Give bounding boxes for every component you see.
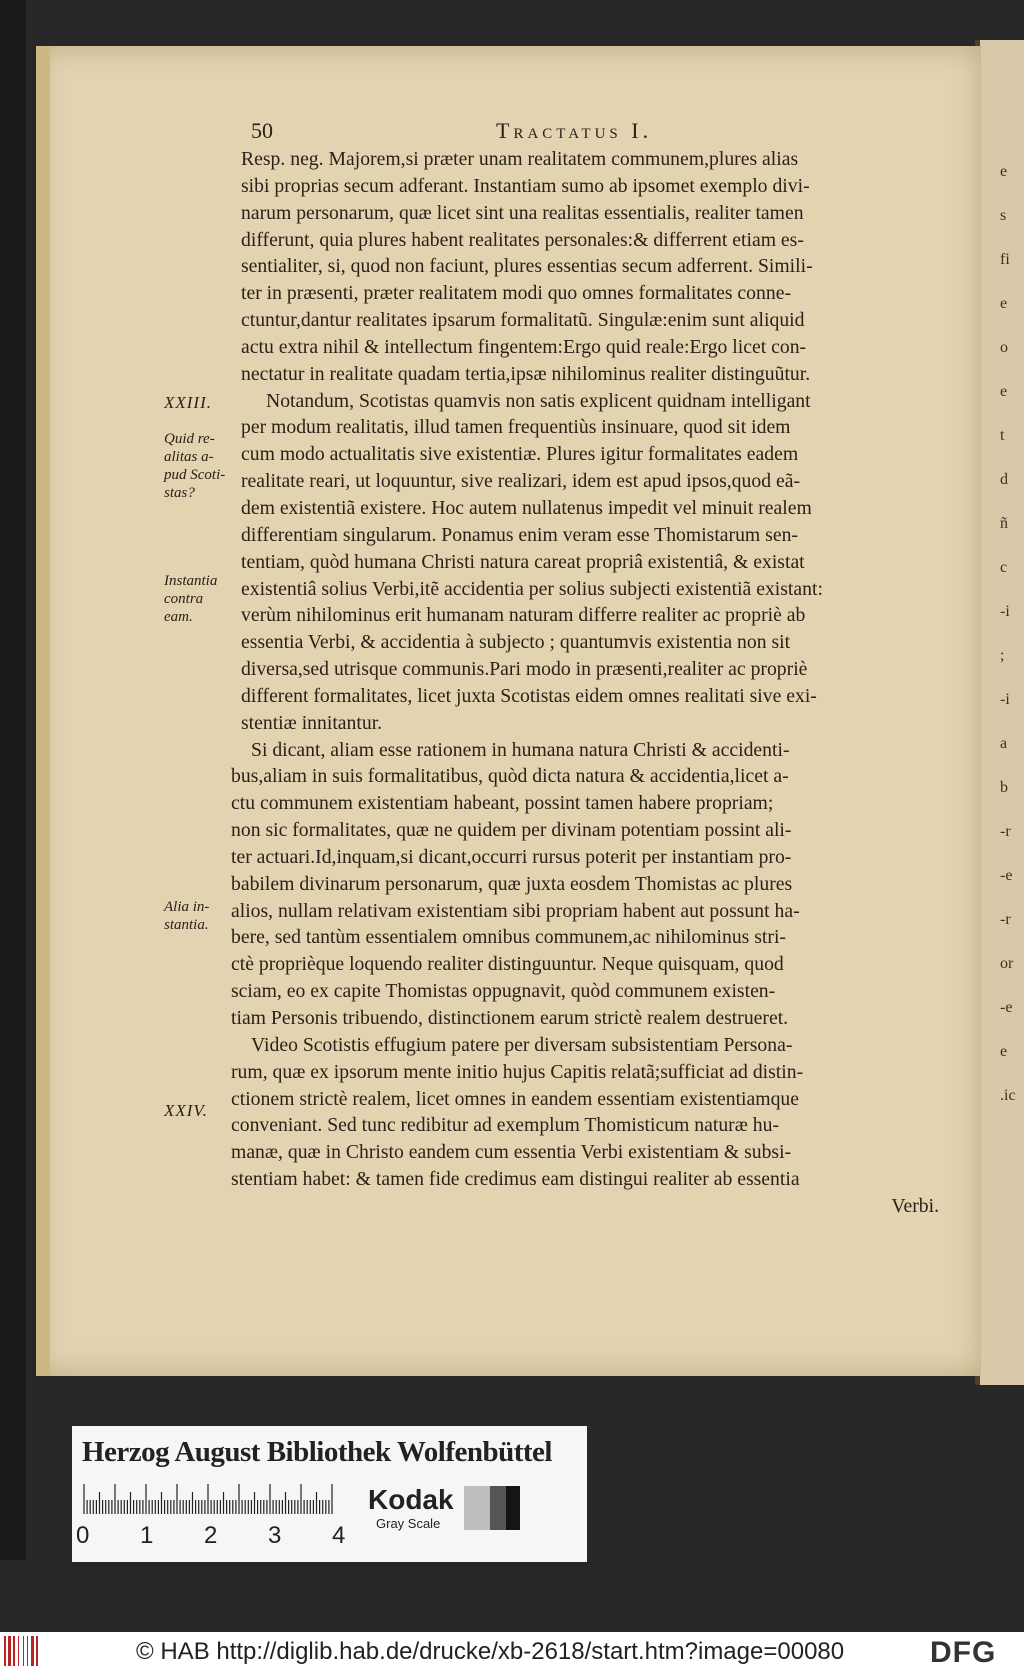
text-line: Resp. neg. Majorem,si præter unam realitatem communem,plures alias (241, 148, 799, 170)
text-line: stentiam habet: & tamen fide credimus eam distingui realiter ab essentia (231, 1168, 800, 1191)
text-line: stentiæ innitantur. (241, 711, 383, 734)
text-line: ctè proprièque loquendo realiter distinguuntur. Neque quisquam, quod (231, 953, 784, 976)
page-edge-shading (36, 46, 50, 1376)
gray-swatch-light (464, 1486, 490, 1530)
running-title: Tractatus I. (496, 118, 653, 143)
text-line: per modum realitatis, illud tamen frequentiùs insinuare, quod sit idem (241, 416, 791, 439)
dfg-logo: DFG (930, 1636, 997, 1669)
left-binding-edge (0, 0, 26, 1560)
library-name: Herzog August Bibliothek Wolfenbüttel (82, 1436, 552, 1468)
margin-note-line: stantia. (164, 917, 209, 933)
facing-page-glyph: -e (1000, 999, 1013, 1016)
barcode-bar (31, 1636, 34, 1666)
text-line: bus,aliam in suis formalitatibus, quòd dicta natura & accidentia,licet a- (231, 765, 789, 788)
footer-url-text[interactable]: © HAB http://diglib.hab.de/drucke/xb-2618/start.htm?image=00080 (136, 1638, 845, 1665)
page-number: 50 (251, 118, 273, 143)
facing-page-glyph: ; (1000, 647, 1005, 664)
text-line: cum modo actualitatis sive existentiæ. Plures igitur formalitates eadem (241, 443, 799, 466)
text-line: alios, nullam relativam existentiam sibi propriam habent aut possunt ha- (231, 899, 800, 922)
ruler-number: 4 (332, 1522, 346, 1549)
text-line: ctionem strictè realem, licet omnes in eandem essentiam existentiamque (231, 1087, 800, 1110)
facing-page-glyph: s (1000, 207, 1007, 224)
footer-bar (0, 1632, 1024, 1671)
measurement-ruler (82, 1484, 342, 1514)
gray-swatch-mid (490, 1486, 506, 1530)
text-line: Video Scotistis effugium patere per diversam subsistentiam Persona- (251, 1033, 793, 1056)
margin-note-line: stas? (164, 485, 195, 501)
margin-note-line: Alia in- (164, 899, 210, 915)
text-line: sentialiter, si, quod non faciunt, plures essentias secum adferrent. Simili- (241, 255, 813, 278)
facing-page-glyph: ñ (1000, 515, 1008, 532)
text-line: babilem divinarum personarum, quæ juxta eosdem Thomistas ac plures (231, 872, 793, 895)
text-line: bere, sed tantùm essentialem omnibus communem,ac nihilominus stri- (231, 926, 786, 949)
margin-note-line: pud Scoti- (164, 467, 226, 483)
barcode-bar (27, 1636, 28, 1666)
barcode-bar (4, 1636, 6, 1666)
text-line: conveniant. Sed tunc redibitur ad exemplum Thomisticum naturæ hu- (231, 1114, 780, 1137)
text-line: ter in præsenti, præter realitatem modi quo omnes formalitates conne- (241, 282, 792, 305)
facing-page-glyph: fi (1000, 251, 1010, 268)
text-line: differentiam singularum. Ponamus enim veram esse Thomistarum sen- (241, 523, 798, 546)
facing-page-glyphs (1000, 150, 1024, 1118)
barcode-bar (18, 1636, 19, 1666)
text-line: verùm nihilominus erit humanam naturam differre realiter ac propriè ab (241, 604, 806, 627)
barcode-bar (36, 1636, 38, 1666)
ruler-number: 2 (204, 1522, 218, 1549)
margin-note-line: Quid re- (164, 431, 215, 447)
margin-note-line: Instantia (164, 573, 218, 589)
text-line: actu extra nihil & intellectum fingentem:Ergo quid reale:Ergo licet con- (241, 335, 807, 358)
text-line: dem existentiã existere. Hoc autem nullatenus impedit vel minuit realem (241, 496, 812, 519)
facing-page-glyph: -i (1000, 691, 1010, 708)
facing-page-glyph: a (1000, 735, 1008, 752)
margin-note-instantia (164, 572, 244, 626)
text-line: tentiam, quòd humana Christi natura careat propriâ existentiâ, & existat (241, 550, 805, 573)
facing-page-glyph: t (1000, 427, 1005, 444)
barcode-bar (8, 1636, 11, 1666)
facing-page-glyph: c (1000, 559, 1008, 576)
facing-page-glyph: .ic (1000, 1087, 1016, 1104)
margin-section-number: XXIV. (164, 1101, 208, 1120)
grayscale-label: Gray Scale (376, 1516, 441, 1531)
barcode-bar (23, 1636, 24, 1666)
facing-page-glyph: e (1000, 1043, 1008, 1060)
text-line: essentia Verbi, & accidentia à subjecto ; quantumvis existentia non sit (241, 631, 791, 654)
barcode-icon (4, 1636, 46, 1666)
text-line: manæ, quæ in Christo eandem cum essentia Verbi existentiam & subsi- (231, 1141, 792, 1164)
gray-swatch-dark (506, 1486, 520, 1530)
facing-page-glyph: d (1000, 471, 1008, 488)
text-line: differunt, quia plures habent realitates personales:& differrent etiam es- (241, 228, 804, 251)
kodak-logo: Kodak (368, 1484, 454, 1515)
text-line: different formalitates, licet juxta Scotistas eidem omnes realitati sive exi- (241, 684, 817, 707)
ruler-numbers (76, 1522, 396, 1550)
facing-page-glyph: o (1000, 339, 1008, 356)
margin-note-line: alitas a- (164, 449, 214, 465)
margin-note-quid (164, 430, 244, 502)
margin-section-number: XXIII. (164, 393, 213, 412)
facing-page-glyph: e (1000, 295, 1008, 312)
text-line: Si dicant, aliam esse rationem in humana natura Christi & accidenti- (251, 738, 790, 761)
text-line: narum personarum, quæ licet sint una realitas essentialis, realiter tamen (241, 201, 804, 224)
body-text (231, 146, 939, 1220)
text-line: sibi proprias secum adferant. Instantiam sumo ab ipsomet exemplo divi- (241, 174, 810, 197)
facing-page-glyph: -r (1000, 911, 1011, 928)
book-page (36, 46, 981, 1376)
ruler-number: 0 (76, 1522, 90, 1549)
text-line: ctuntur,dantur realitates ipsarum formalitatũ. Singulæ:enim sunt aliquid (241, 309, 805, 332)
text-line: non sic formalitates, quæ ne quidem per divinam potentiam possint ali- (231, 819, 792, 842)
margin-note-line: eam. (164, 609, 193, 625)
facing-page-glyph: -e (1000, 867, 1013, 884)
text-line: nectatur in realitate quadam tertia,ipsæ nihilominus realiter distinguũtur. (241, 362, 811, 385)
page-header (36, 118, 981, 148)
margin-note-line: contra (164, 591, 204, 607)
text-line: Verbi. (891, 1194, 939, 1217)
archive-label-card (72, 1426, 587, 1562)
text-line: sciam, eo ex capite Thomistas oppugnavit, quòd communem existen- (231, 980, 776, 1003)
text-line: ter actuari.Id,inquam,si dicant,occurri rursus poterit per instantiam pro- (231, 845, 792, 868)
text-line: tiam Personis tribuendo, distinctionem earum strictè realem destrueret. (231, 1007, 789, 1029)
text-line: Notandum, Scotistas quamvis non satis explicent quidnam intelligant (266, 389, 811, 412)
text-line: rum, quæ ex ipsorum mente initio hujus Capitis relatã;sufficiat ad distin- (231, 1060, 804, 1083)
facing-page-glyph: -i (1000, 603, 1010, 620)
facing-page-glyph: or (1000, 955, 1014, 972)
facing-page-glyph: e (1000, 163, 1008, 180)
text-line: diversa,sed utrisque communis.Pari modo in præsenti,realiter ac propriè (241, 658, 808, 681)
facing-page-glyph: b (1000, 779, 1008, 796)
text-line: realitate reari, ut loquuntur, sive realizari, idem est apud ipsos,quod eã- (241, 470, 801, 493)
text-line: existentiâ solius Verbi,itẽ accidentia per solius subjecti existentiã existant: (241, 577, 823, 600)
facing-page-glyph: e (1000, 383, 1008, 400)
text-line: ctu communem existentiam habeant, possint tamen habere propriam; (231, 792, 774, 815)
ruler-number: 3 (268, 1522, 282, 1549)
ruler-number: 1 (140, 1522, 154, 1549)
barcode-bar (13, 1636, 15, 1666)
facing-page-glyph: -r (1000, 823, 1011, 840)
